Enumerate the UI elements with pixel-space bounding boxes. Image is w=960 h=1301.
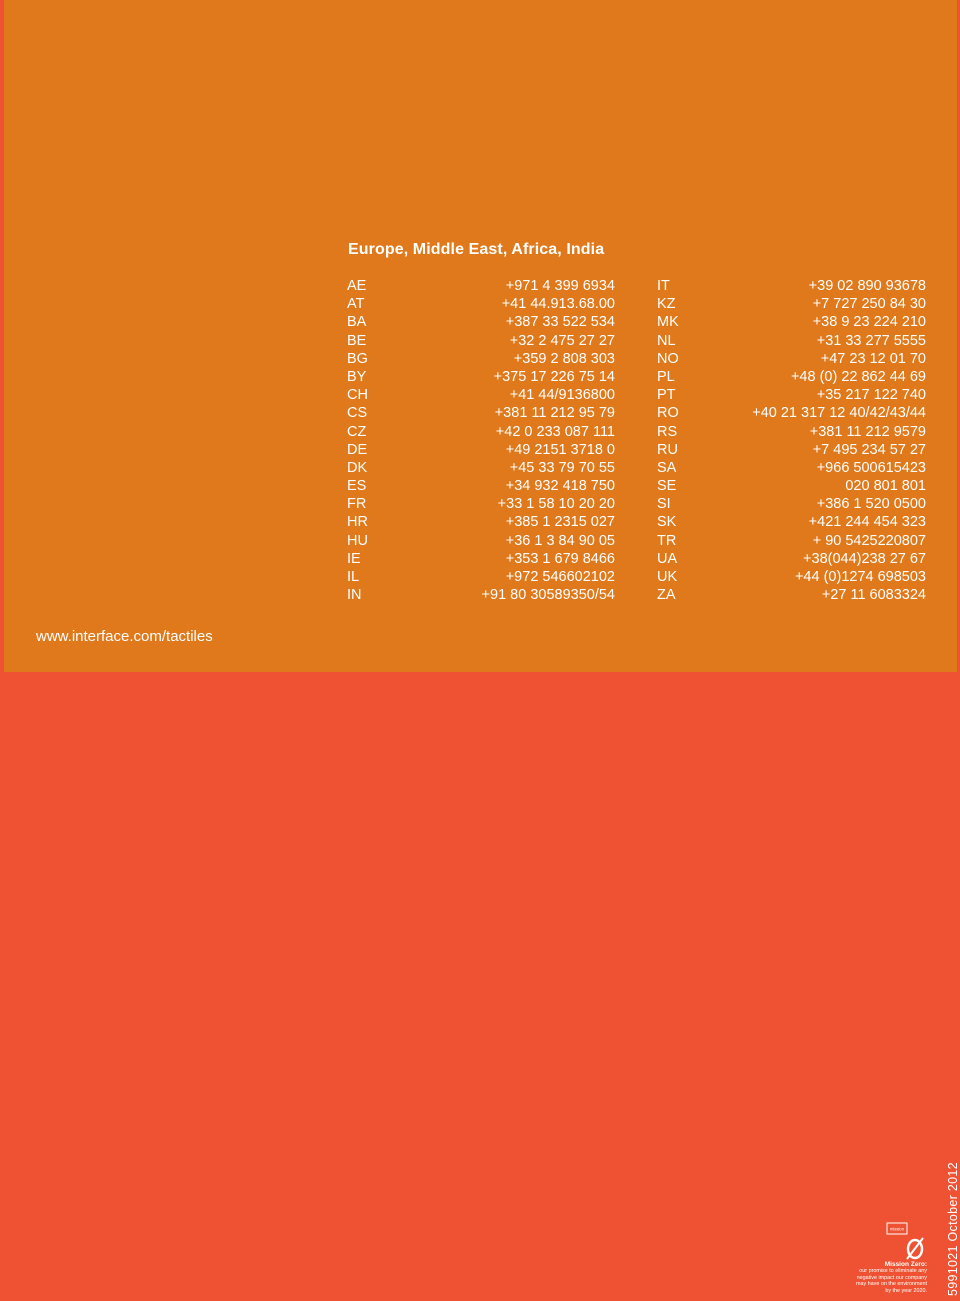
- contact-row: [347, 441, 615, 459]
- phone-number: +972 546602102: [505, 569, 615, 585]
- phone-number: +45 33 79 70 55: [509, 459, 615, 476]
- country-code: BE: [347, 332, 367, 349]
- region-title: Europe, Middle East, Africa, India: [348, 241, 605, 258]
- phone-number: +49 2151 3718 0: [505, 441, 615, 458]
- phone-number: +971 4 399 6934: [505, 278, 615, 294]
- country-code: UA: [657, 550, 678, 567]
- phone-number: +47 23 12 01 70: [820, 350, 926, 367]
- country-code: AE: [347, 278, 367, 294]
- contact-row: [347, 423, 615, 441]
- country-code: IE: [347, 550, 361, 567]
- contact-row: [657, 495, 926, 513]
- phone-number: 020 801 801: [845, 478, 926, 495]
- country-code: FR: [347, 496, 367, 513]
- country-code: HU: [347, 532, 368, 549]
- contact-row: [657, 423, 926, 441]
- phone-number: +353 1 679 8466: [505, 550, 615, 567]
- phone-number: +41 44/9136800: [509, 387, 615, 404]
- contact-row: [657, 586, 926, 604]
- mission-zero-logo-icon: [880, 1222, 928, 1260]
- country-code: RS: [657, 423, 678, 440]
- country-code: CZ: [347, 423, 367, 440]
- contact-row: [657, 404, 926, 422]
- country-code: SE: [657, 478, 677, 495]
- phone-number: +385 1 2315 027: [505, 514, 615, 531]
- country-code: IL: [347, 569, 360, 585]
- phone-number: +381 11 212 9579: [809, 423, 926, 440]
- phone-number: +386 1 520 0500: [816, 496, 926, 513]
- country-code: IT: [657, 278, 670, 294]
- phone-number: +966 500615423: [816, 459, 926, 476]
- country-code: ZA: [657, 587, 676, 604]
- contact-row: [347, 368, 615, 386]
- contact-row: [657, 441, 926, 459]
- phone-number: +421 244 454 323: [808, 514, 926, 531]
- mission-zero-line: may have on the environment: [855, 1281, 927, 1288]
- country-code: PL: [657, 368, 675, 385]
- country-code: NL: [657, 332, 676, 349]
- contacts-column-left: [347, 277, 615, 604]
- contact-row: [657, 332, 926, 350]
- contact-row: [657, 459, 926, 477]
- country-code: NO: [657, 350, 679, 367]
- phone-number: +7 727 250 84 30: [812, 296, 926, 313]
- contact-row: [657, 313, 926, 331]
- phone-number: +31 33 277 5555: [816, 332, 926, 349]
- country-code: KZ: [657, 296, 676, 313]
- phone-number: +36 1 3 84 90 05: [505, 532, 615, 549]
- phone-number: +359 2 808 303: [513, 350, 615, 367]
- phone-number: +41 44.913.68.00: [501, 296, 615, 313]
- contact-row: [657, 513, 926, 531]
- country-code: TR: [657, 532, 677, 549]
- bottom-panel: [0, 672, 960, 1301]
- country-code: BY: [347, 368, 367, 385]
- phone-number: +38 9 23 224 210: [812, 314, 926, 331]
- mission-badge-text: mission: [889, 1226, 905, 1232]
- contact-row: [657, 368, 926, 386]
- contact-row: [657, 295, 926, 313]
- country-code: BA: [347, 314, 367, 331]
- phone-number: +91 80 30589350/54: [481, 587, 615, 604]
- contact-row: [657, 477, 926, 495]
- contact-row: [347, 495, 615, 513]
- phone-number: +381 11 212 95 79: [494, 405, 615, 422]
- phone-number: + 90 5425220807: [812, 532, 926, 549]
- phone-number: +42 0 233 087 111: [495, 423, 615, 440]
- phone-number: +387 33 522 534: [505, 314, 615, 331]
- mission-zero-text: [830, 1268, 927, 1294]
- mission-zero-line: negative impact our company: [856, 1274, 927, 1281]
- contact-row: [657, 350, 926, 368]
- country-code: SK: [657, 514, 677, 531]
- phone-number: +40 21 317 12 40/42/43/44: [752, 405, 926, 422]
- phone-number: +27 11 6083324: [821, 587, 926, 604]
- contact-row: [347, 332, 615, 350]
- contact-row: [347, 386, 615, 404]
- country-code: BG: [347, 350, 368, 367]
- country-code: SA: [657, 459, 677, 476]
- phone-number: +34 932 418 750: [505, 478, 615, 495]
- contact-row: [347, 477, 615, 495]
- country-code: PT: [657, 387, 676, 404]
- contact-row: [657, 532, 926, 550]
- phone-number: +44 (0)1274 698503: [794, 569, 926, 585]
- contact-row: [347, 277, 615, 295]
- mission-zero-title: Mission Zero:: [884, 1261, 927, 1268]
- contact-row: [347, 459, 615, 477]
- country-code: RO: [657, 405, 679, 422]
- document-code: 5991021 October 2012: [946, 1162, 960, 1296]
- phone-number: +48 (0) 22 862 44 69: [790, 368, 926, 385]
- contacts-column-right: [657, 277, 926, 604]
- mission-zero-line: by the year 2020.: [885, 1287, 927, 1294]
- country-code: CH: [347, 387, 368, 404]
- contact-row: [347, 350, 615, 368]
- contact-row: [347, 568, 615, 586]
- phone-number: +38(044)238 27 67: [803, 550, 926, 567]
- phone-number: +375 17 226 75 14: [493, 368, 615, 385]
- country-code: ES: [347, 478, 367, 495]
- country-code: UK: [657, 569, 678, 585]
- country-code: SI: [657, 496, 671, 513]
- contact-row: [657, 386, 926, 404]
- contact-row: [347, 404, 615, 422]
- country-code: AT: [347, 296, 365, 313]
- website-link[interactable]: www.interface.com/tactiles: [36, 628, 213, 645]
- contact-row: [347, 586, 615, 604]
- country-code: HR: [347, 514, 368, 531]
- phone-number: +7 495 234 57 27: [812, 441, 926, 458]
- contact-row: [347, 550, 615, 568]
- country-code: DE: [347, 441, 368, 458]
- contact-row: [657, 550, 926, 568]
- contact-row: [347, 295, 615, 313]
- phone-number: +32 2 475 27 27: [509, 332, 615, 349]
- mission-zero-line: our promise to eliminate any: [859, 1268, 927, 1274]
- country-code: DK: [347, 459, 368, 476]
- phone-number: +35 217 122 740: [816, 387, 926, 404]
- contact-row: [347, 513, 615, 531]
- contact-row: [657, 568, 926, 586]
- phone-number: +33 1 58 10 20 20: [497, 496, 615, 513]
- phone-number: +39 02 890 93678: [808, 278, 926, 294]
- contact-row: [347, 313, 615, 331]
- contact-row: [657, 277, 926, 295]
- country-code: IN: [347, 587, 362, 604]
- contact-row: [347, 532, 615, 550]
- country-code: MK: [657, 314, 679, 331]
- country-code: CS: [347, 405, 368, 422]
- country-code: RU: [657, 441, 678, 458]
